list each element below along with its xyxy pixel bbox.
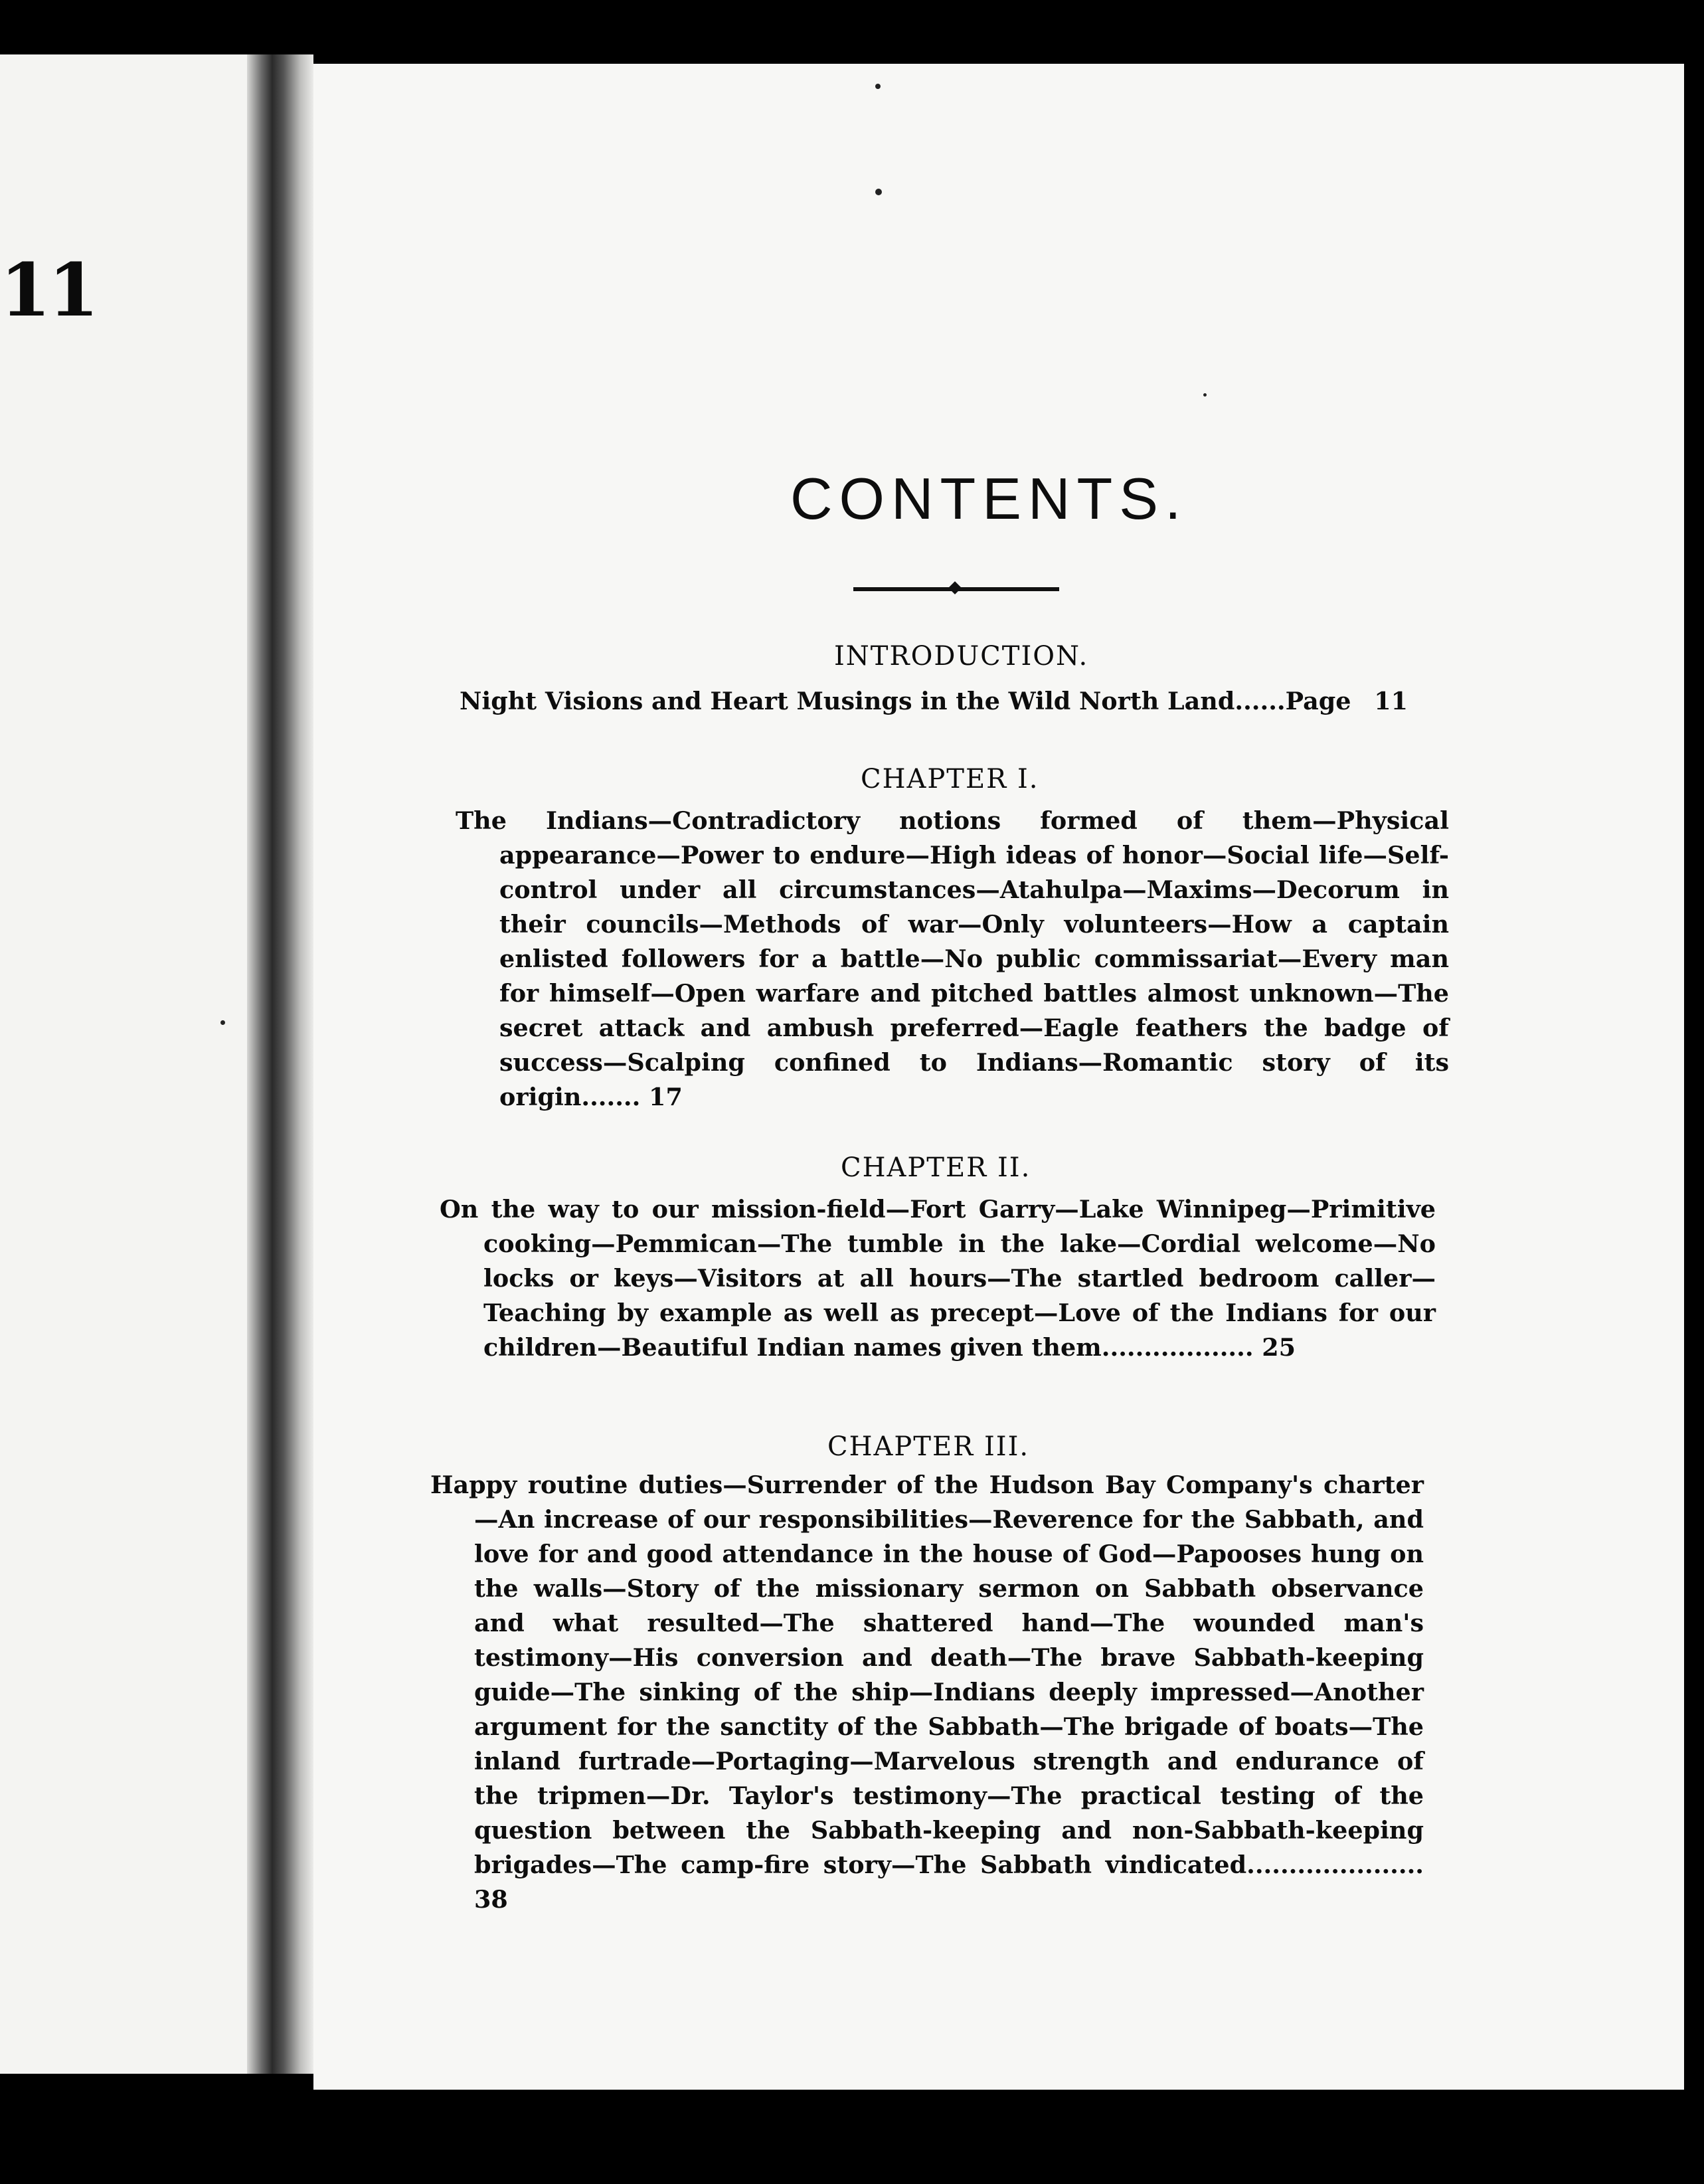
- left-page: [0, 54, 247, 2074]
- chapter-2-entry-text: On the way to our mission-field—Fort Garry—Lake Winnipeg—Primitive cooking—Pemmican—The tumble in the lake—Cordial welcome—No locks or keys—Visitors at all hours—The startled bedroom caller—Teaching by example as well as precept—Love of the Indians for our children—Beautiful Indian names given them: [440, 1195, 1436, 1362]
- page-speck: [220, 1020, 225, 1025]
- contents-title: CONTENTS.: [790, 466, 1188, 531]
- chapter-1-entry: [456, 804, 1449, 1115]
- chapter-2-heading: CHAPTER II.: [841, 1152, 1031, 1183]
- chapter-1-heading: CHAPTER I.: [861, 764, 1039, 794]
- page-speck: [875, 189, 882, 195]
- chapter-2-entry: [440, 1192, 1436, 1365]
- chapter-2-entry-page: 25: [1262, 1333, 1296, 1362]
- introduction-entry-text: Night Visions and Heart Musings in the Wild North Land: [460, 687, 1235, 715]
- chapter-3-entry-leader: .....................: [1246, 1851, 1424, 1879]
- chapter-3-entry: [430, 1468, 1424, 1917]
- title-ornament-rule: [853, 587, 1059, 591]
- introduction-entry: [460, 684, 1449, 719]
- chapter-3-entry-page: 38: [474, 1885, 508, 1914]
- book-gutter: [247, 54, 313, 2074]
- introduction-entry-leader: ......Page: [1235, 687, 1351, 715]
- chapter-3-entry-text: Happy routine duties—Surrender of the Hudson Bay Company's charter—An increase of our responsibilities—Reverence for the Sabbath, and love for and good attendance in the house of God—Papooses hung on the walls—Story of the missionary sermon on Sabbath observance and what resulted—The shattered hand—The wounded man's testimony—His conversion and death—The brave Sabbath-keeping guide—The sinking of the ship—Indians deeply impressed—Another argument for the sanctity of the Sabbath—The brigade of boats—The inland furtrade—Portaging—Marvelous strength and endurance of the tripmen—Dr. Taylor's testimony—The practical testing of the question between the Sabbath-keeping and non-Sabbath-keeping brigades—The camp-fire story—The Sabbath vindicated: [430, 1471, 1424, 1879]
- chapter-1-entry-text: The Indians—Contradictory notions formed of them—Physical appearance—Power to endure—High ideas of honor—Social life—Self-control under all circumstances—Atahulpa—Maxims—Decorum in their councils—Methods of war—Only volunteers—How a captain enlisted followers for a battle—No public commissariat—Every man for himself—Open warfare and pitched battles almost unknown—The secret attack and ambush preferred—Eagle feathers the badge of success—Scalping confined to Indians—Romantic story of its origin: [456, 806, 1449, 1111]
- chapter-2-entry-leader: ..................: [1101, 1333, 1254, 1362]
- left-page-number: 11: [0, 247, 97, 333]
- page-speck: [875, 84, 881, 89]
- page-speck: [1203, 393, 1207, 397]
- chapter-3-heading: CHAPTER III.: [827, 1431, 1030, 1462]
- introduction-heading: INTRODUCTION.: [834, 641, 1089, 672]
- introduction-entry-page: 11: [1374, 687, 1408, 715]
- chapter-1-entry-page: 17: [649, 1083, 683, 1111]
- chapter-1-entry-leader: .......: [581, 1083, 641, 1111]
